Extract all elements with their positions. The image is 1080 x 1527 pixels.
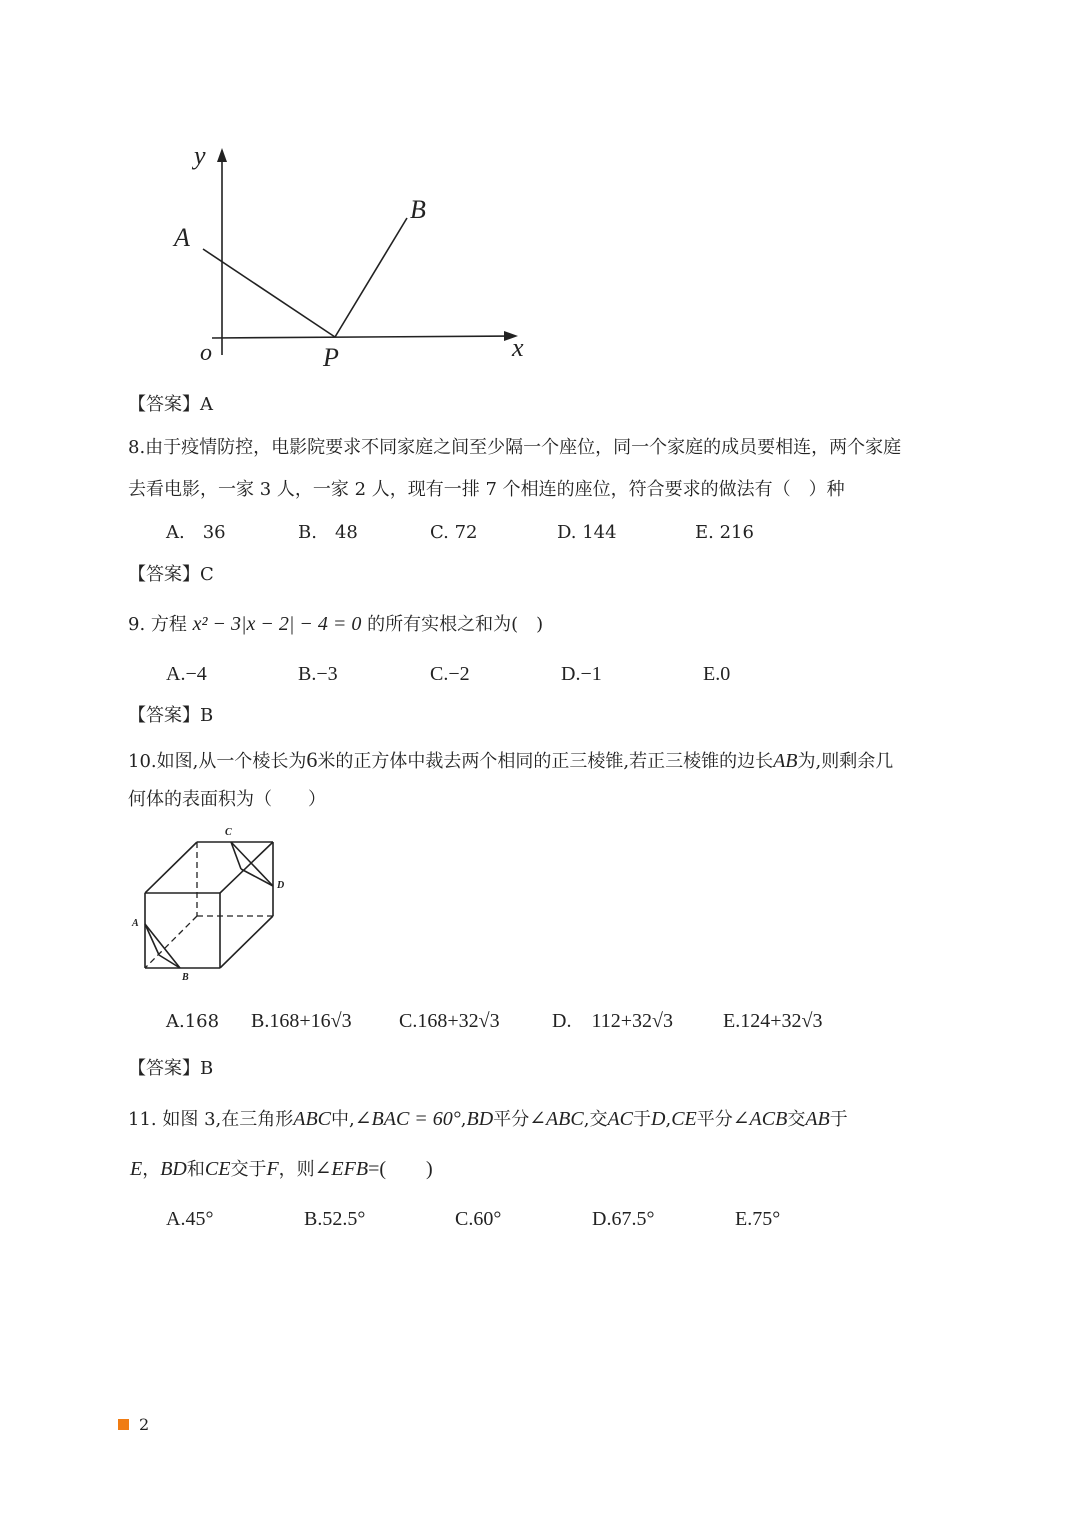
point-a-label: A (174, 223, 190, 252)
q8-option-e: E. 216 (695, 522, 754, 543)
q9-answer: 【答案】B (128, 705, 214, 726)
q9-option-d: D.−1 (561, 663, 602, 685)
q9-text (128, 613, 543, 636)
q7-answer: 【答案】A (128, 394, 213, 415)
q9-option-b: B.−3 (298, 663, 338, 685)
q11-text-line2: E，BD和CE交于F，则∠EFB=( ) (130, 1158, 433, 1180)
cube-label-c: C (225, 827, 232, 838)
x-axis (212, 336, 512, 338)
coordinate-figure (160, 140, 540, 380)
q10-option-d: D. 112+32√3 (552, 1010, 673, 1032)
origin-label: o (200, 340, 212, 366)
point-p-label: P (323, 343, 339, 372)
q8-option-c: C. 72 (430, 522, 478, 543)
cube-label-b: B (182, 972, 189, 983)
q8-text-line2: 去看电影，一家 3 人，一家 2 人，现有一排 7 个相连的座位，符合要求的做法有（ ）种 (128, 479, 845, 500)
q11-option-d: D.67.5° (592, 1208, 655, 1230)
q9-suffix: 的所有实根之和为( ) (367, 614, 544, 635)
q8-option-b: B. 48 (298, 522, 358, 543)
q8-option-d: D. 144 (557, 522, 617, 543)
q9-prefix: 9. 方程 (128, 614, 187, 635)
q11-option-c: C.60° (455, 1208, 502, 1230)
q11-text-line1: 11. 如图 3,在三角形ABC中,∠BAC = 60°,BD平分∠ABC,交AC于D,CE平分∠ACB交AB于 (128, 1108, 848, 1130)
q10-option-b: B.168+16√3 (251, 1010, 352, 1032)
x-label: x (512, 333, 524, 362)
q11-option-a: A.45° (166, 1208, 214, 1230)
q10-text-line1: 10.如图,从一个棱长为6米的正方体中裁去两个相同的正三棱锥,若正三棱锥的边长AB为,则剩余几 (128, 747, 894, 772)
q9-equation: x² − 3|x − 2| − 4 = 0 (192, 613, 362, 635)
q11-option-b: B.52.5° (304, 1208, 366, 1230)
cube-label-d: D (277, 880, 285, 891)
q8-option-a: A. 36 (166, 522, 226, 543)
point-b-label: B (410, 195, 426, 224)
q8-answer: 【答案】C (128, 564, 214, 585)
q9-option-c: C.−2 (430, 663, 470, 685)
segment-ap (203, 249, 335, 337)
page-marker-square (118, 1419, 129, 1430)
q9-option-e: E.0 (703, 663, 731, 685)
q9-option-a: A.−4 (166, 663, 207, 685)
q10-option-c: C.168+32√3 (399, 1010, 500, 1032)
q11-option-e: E.75° (735, 1208, 781, 1230)
cube-label-a: A (132, 918, 139, 929)
q10-text-line2: 何体的表面积为（ ） (128, 789, 326, 810)
y-label: y (194, 141, 206, 170)
q10-option-a: A.168 (166, 1011, 220, 1032)
page-number: 2 (139, 1415, 150, 1434)
q8-text-line1: 8.由于疫情防控，电影院要求不同家庭之间至少隔一个座位，同一个家庭的成员要相连，两个家庭 (128, 437, 902, 458)
q10-answer: 【答案】B (128, 1058, 214, 1079)
q10-option-e: E.124+32√3 (723, 1010, 823, 1032)
segment-pb (335, 218, 407, 337)
y-arrow (217, 148, 227, 162)
cube-figure (130, 825, 295, 985)
